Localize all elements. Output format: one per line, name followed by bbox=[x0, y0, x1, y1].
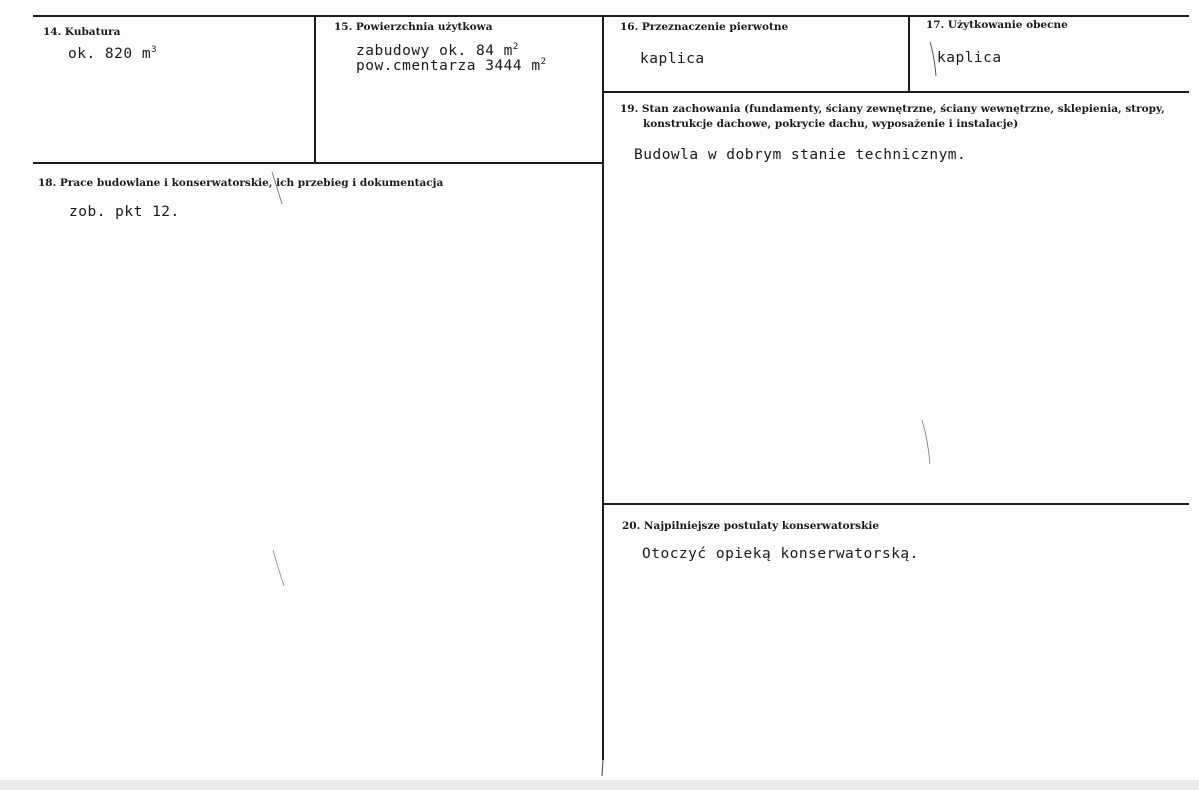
section-15-label: 15. Powierzchnia użytkowa bbox=[334, 21, 493, 33]
section-20-value: Otoczyć opieką konserwatorską. bbox=[642, 546, 919, 562]
section-15-line1-main: zabudowy ok. 84 m bbox=[356, 43, 513, 59]
top-border bbox=[33, 15, 1189, 17]
divider-16-17 bbox=[908, 15, 910, 91]
divider-15-18 bbox=[33, 162, 603, 164]
divider-16-19 bbox=[603, 91, 1189, 93]
section-15-line2 bbox=[356, 59, 547, 74]
section-18-label: 18. Prace budowlane i konserwatorskie, ich przebieg i dokumentacja bbox=[38, 177, 444, 189]
section-15-line1 bbox=[356, 44, 519, 59]
divider-15-16 bbox=[602, 15, 604, 760]
section-15-line2-sup: 2 bbox=[540, 57, 547, 67]
section-16-label: 16. Przeznaczenie pierwotne bbox=[620, 21, 789, 33]
scan-mark-4 bbox=[270, 548, 288, 598]
divider-14-15 bbox=[314, 15, 316, 163]
section-19-value: Budowla w dobrym stanie technicznym. bbox=[634, 147, 967, 163]
scan-mark-2 bbox=[268, 170, 288, 220]
scan-mark-1 bbox=[926, 40, 940, 80]
section-15-line2-main: pow.cmentarza 3444 m bbox=[356, 58, 541, 74]
section-17-value: kaplica bbox=[937, 50, 1002, 66]
section-14-value bbox=[68, 47, 157, 62]
section-19-label-line2: konstrukcje dachowe, pokrycie dachu, wyposażenie i instalacje) bbox=[643, 118, 1019, 130]
scan-mark-3 bbox=[918, 418, 936, 468]
section-14-value-main: ok. 820 m bbox=[68, 46, 152, 62]
scan-mark-5 bbox=[598, 758, 608, 778]
divider-19-20 bbox=[603, 503, 1189, 505]
section-20-label: 20. Najpilniejsze postulaty konserwatorskie bbox=[622, 520, 880, 532]
section-15-line1-sup: 2 bbox=[512, 42, 519, 52]
section-17-label: 17. Użytkowanie obecne bbox=[926, 19, 1068, 31]
section-18-value: zob. pkt 12. bbox=[69, 204, 180, 220]
section-16-value: kaplica bbox=[640, 51, 705, 67]
section-14-value-sup: 3 bbox=[151, 45, 157, 55]
section-14-label: 14. Kubatura bbox=[43, 26, 121, 38]
section-19-label-line1: 19. Stan zachowania (fundamenty, ściany zewnętrzne, ściany wewnętrzne, sklepienia, stropy, bbox=[620, 103, 1165, 115]
scan-bottom-edge bbox=[0, 780, 1199, 790]
section-19-label bbox=[620, 102, 1180, 132]
